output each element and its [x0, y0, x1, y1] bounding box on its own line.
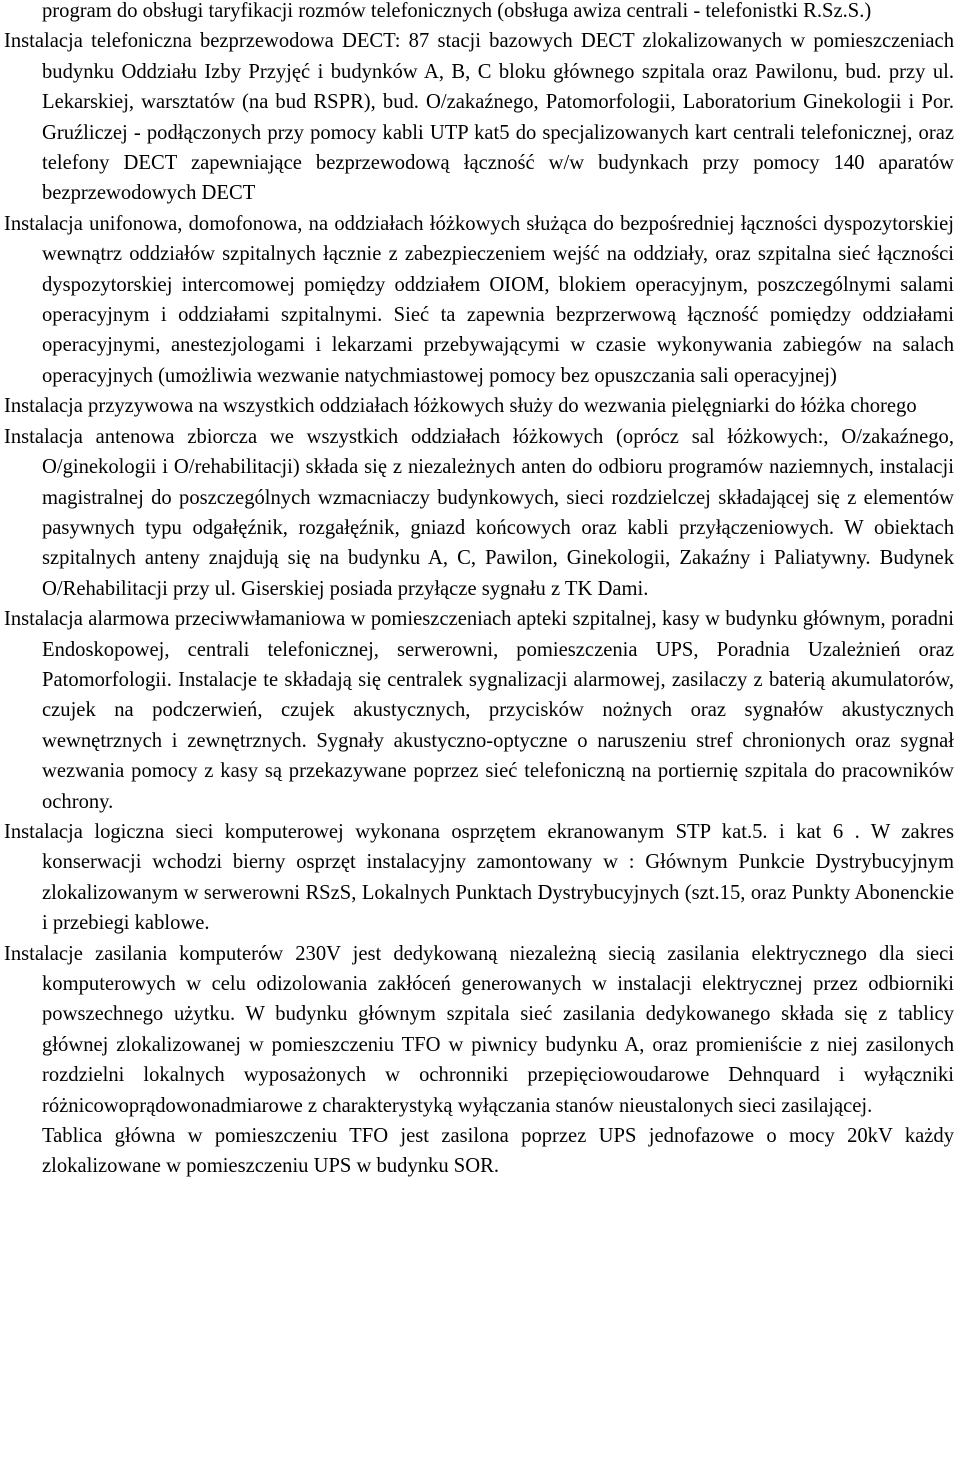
- paragraph-network-installation: Instalacja logiczna sieci komputerowej wykonana osprzętem ekranowanym STP kat.5. i kat 6 . W zakres konserwacji wchodzi bierny osprzęt instalacyjny zamontowany w : Głównym Punkcie Dystrybucyjnym zlokalizowanym w serwerowni RSzS, Lokalnych Punktach Dystrybucyjnych (szt.15, oraz Punkty Abonenckie i przebiegi kablowe.: [4, 820, 954, 935]
- paragraph-nurse-call-installation: Instalacja przyzywowa na wszystkich oddziałach łóżkowych służy do wezwania pielęgniarki do łóżka chorego: [4, 395, 917, 418]
- paragraph-computer-power-installation: Instalacje zasilania komputerów 230V jest dedykowaną niezależną siecią zasilania elektrycznego dla sieci komputerowych w celu odizolowania zakłóceń generowanych w instalacji elektrycznej przez odbiorniki powszechnego użytku. W budynku głównym szpitala sieć zasilania dedykowanego składa się z tablicy głównej zlokalizowanej w pomieszczeniu TFO w piwnicy budynku A, oraz promieniście z niej zasilonych rozdzielni lokalnych wyposażonych w ochronniki przepięciowoudarowe Dehnquard i wyłączniki różnicowoprądowonadmiarowe z charakterystyką wyłączania stanów nieustalonych sieci zasilającej.: [4, 942, 954, 1117]
- paragraph-dect-installation: Instalacja telefoniczna bezprzewodowa DECT: 87 stacji bazowych DECT zlokalizowanych w pomieszczeniach budynku Oddziału Izby Przyjęć i budynków A, B, C bloku głównego szpitala oraz Pawilonu, bud. przy ul. Lekarskiej, warsztatów (na bud RSPR), bud. O/zakaźnego, Patomorfologii, Laboratorium Ginekologii i Por. Gruźliczej - podłączonych przy pomocy kabli UTP kat5 do specjalizowanych kart centrali telefonicznej, oraz telefony DECT zapewniające bezprzewodową łączność w/w budynkach przy pomocy 140 aparatów bezprzewodowych DECT: [4, 30, 954, 205]
- paragraph-antenna-installation: Instalacja antenowa zbiorcza we wszystkich oddziałach łóżkowych (oprócz sal łóżkowych:, O/zakaźnego, O/ginekologii i O/rehabilitacji) składa się z niezależnych anten do odbioru programów naziemnych, instalacji magistralnej do poszczególnych wzmacniaczy budynkowych, sieci rozdzielczej składającej się z elementów pasywnych typu odgałęźnik, rozgałęźnik, gniazd końcowych oraz kabli przyłączeniowych. W obiektach szpitalnych anteny znajdują się na budynku A, C, Pawilon, Ginekologii, Zakaźny i Paliatywny. Budynek O/Rehabilitacji przy ul. Giserskiej posiada przyłącze sygnału z TK Dami.: [4, 425, 954, 600]
- paragraph-main-panel-ups: Tablica główna w pomieszczeniu TFO jest zasilona poprzez UPS jednofazowe o mocy 20kV każdy zlokalizowane w pomieszczeniu UPS w budynku SOR.: [42, 1125, 954, 1178]
- paragraph-alarm-installation: Instalacja alarmowa przeciwwłamaniowa w pomieszczeniach apteki szpitalnej, kasy w budynku głównym, poradni Endoskopowej, centrali telefonicznej, serwerowni, pomieszczenia UPS, Poradnia Uzależnień oraz Patomorfologii. Instalacje te składają się centralek sygnalizacji alarmowej, zasilaczy z baterią akumulatorów, czujek na podczerwień, czujek akustycznych, przycisków nożnych oraz sygnałów akustycznych wewnętrznych i zewnętrznych. Sygnały akustyczno-optyczne o naruszeniu stref chronionych oraz sygnał wezwania pomocy z kasy są przekazywane poprzez sieć telefoniczną na portiernię szpitala do pracowników ochrony.: [4, 608, 954, 813]
- paragraph-billing-continuation: program do obsługi taryfikacji rozmów telefonicznych (obsługa awiza centrali - telefonistki R.Sz.S.): [42, 0, 872, 22]
- paragraph-intercom-installation: Instalacja unifonowa, domofonowa, na oddziałach łóżkowych służąca do bezpośredniej łączności dyspozytorskiej wewnątrz oddziałów szpitalnych łącznie z zabezpieczeniem wejść na oddziały, oraz szpitalna sieć łączności dyspozytorskiej intercomowej pomiędzy oddziałem OIOM, blokiem operacyjnym, poszczególnymi salami operacyjnym i oddziałami szpitalnymi. Sieć ta zapewnia bezprzerwową łączność pomiędzy oddziałami operacyjnymi, anestezjologami i lekarzami przebywającymi w czasie wykonywania zabiegów na salach operacyjnych (umożliwia wezwanie natychmiastowej pomocy bez opuszczania sali operacyjnej): [4, 212, 954, 387]
